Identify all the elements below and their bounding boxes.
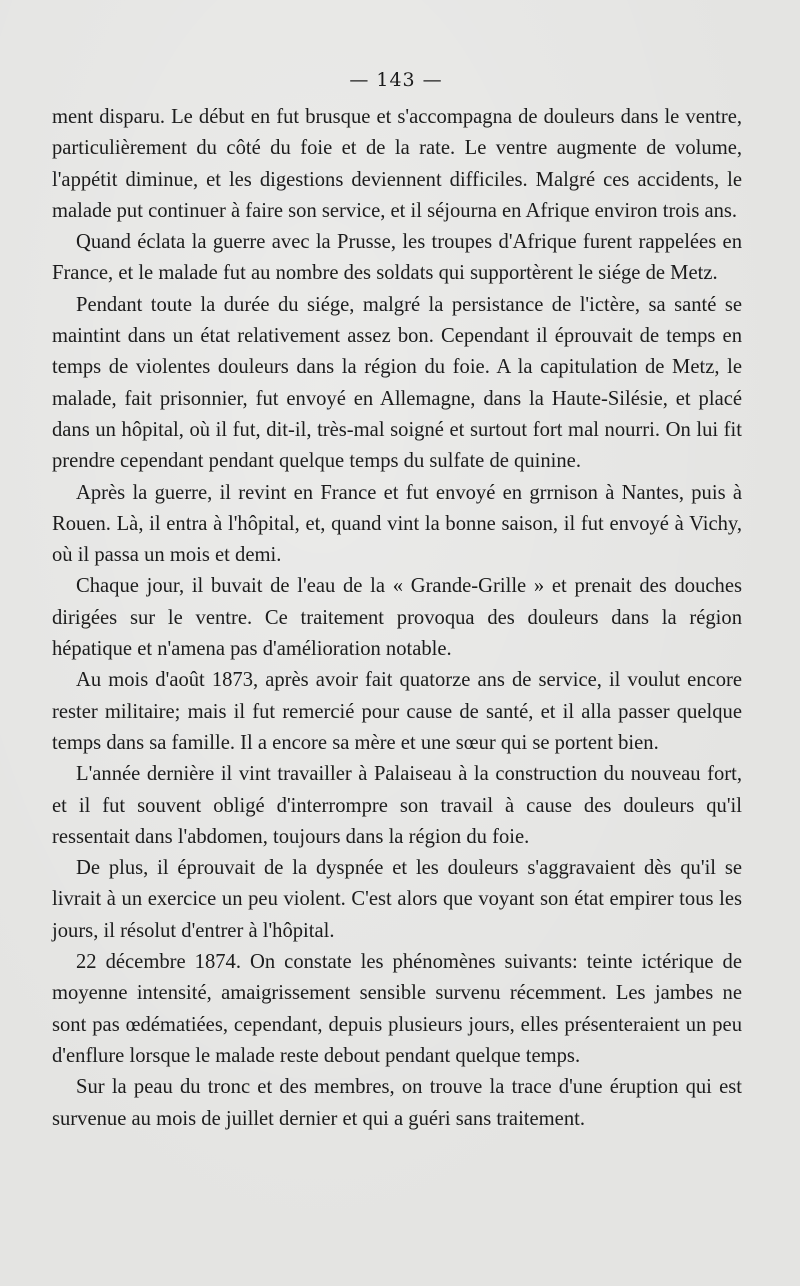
paragraph: De plus, il éprouvait de la dyspnée et les douleurs s'aggravaient dès qu'il se livrait à un exercice un peu violent. C'est alors que voyant son état empirer tous les jours, il résolut d'entrer à l'hôpital. xyxy=(52,857,742,942)
paragraph: Au mois d'août 1873, après avoir fait quatorze ans de service, il voulut encore rester militaire; mais il fut remercié pour cause de santé, et il alla passer quelque temps dans sa famille. Il a encore sa mère et une sœur qui se portent bien. xyxy=(52,669,742,754)
paragraph: L'année dernière il vint travailler à Palaiseau à la construction du nouveau fort, et il fut souvent obligé d'interrompre son travail à cause des douleurs qu'il ressentait dans l'abdomen, toujours dans la région du foie. xyxy=(52,763,742,848)
paragraph: Pendant toute la durée du siége, malgré la persistance de l'ictère, sa santé se maintint dans un état relativement assez bon. Cependant il éprouvait de temps en temps de violentes douleurs dans la région du foie. A la capitulation de Metz, le malade, fait prisonnier, fut envoyé en Allemagne, dans la Haute-Silésie, et placé dans un hôpital, où il fut, dit-il, très-mal soigné et surtout fort mal nourri. On lui fit prendre cependant pendant quelque temps du sulfate de quinine. xyxy=(52,293,742,473)
paragraph: Sur la peau du tronc et des membres, on trouve la trace d'une éruption qui est survenue au mois de juillet dernier et qui a guéri sans traitement. xyxy=(52,1076,742,1130)
paragraph: Chaque jour, il buvait de l'eau de la « Grande-Grille » et prenait des douches dirigées sur le ventre. Ce traitement provoqua des douleurs dans la région hépatique et n'amena pas d'amélioration notable. xyxy=(52,575,742,661)
paragraph: Quand éclata la guerre avec la Prusse, les troupes d'Afrique furent rappelées en France, et le malade fut au nombre des soldats qui supportèrent le siége de Metz. xyxy=(52,231,742,285)
paragraph: 22 décembre 1874. On constate les phénomènes suivants: teinte ictérique de moyenne intensité, amaigrissement sensible survenu récemment. Les jambes ne sont pas œdématiées, cependant, depuis plusieurs jours, elles présenteraient un peu d'enflure lorsque le malade reste debout pendant quelque temps. xyxy=(52,951,742,1067)
body-text xyxy=(52,102,742,1135)
paragraph: ment disparu. Le début en fut brusque et s'accompagna de douleurs dans le ventre, particulièrement du côté du foie et de la rate. Le ventre augmente de volume, l'appétit diminue, et les digestions deviennent difficiles. Malgré ces accidents, le malade put continuer à faire son service, et il séjourna en Afrique environ trois ans. xyxy=(52,106,742,222)
paragraph: Après la guerre, il revint en France et fut envoyé en grrnison à Nantes, puis à Rouen. Là, il entra à l'hôpital, et, quand vint la bonne saison, il fut envoyé à Vichy, où il passa un mois et demi. xyxy=(52,481,742,567)
page-number: — 143 — xyxy=(349,69,443,91)
